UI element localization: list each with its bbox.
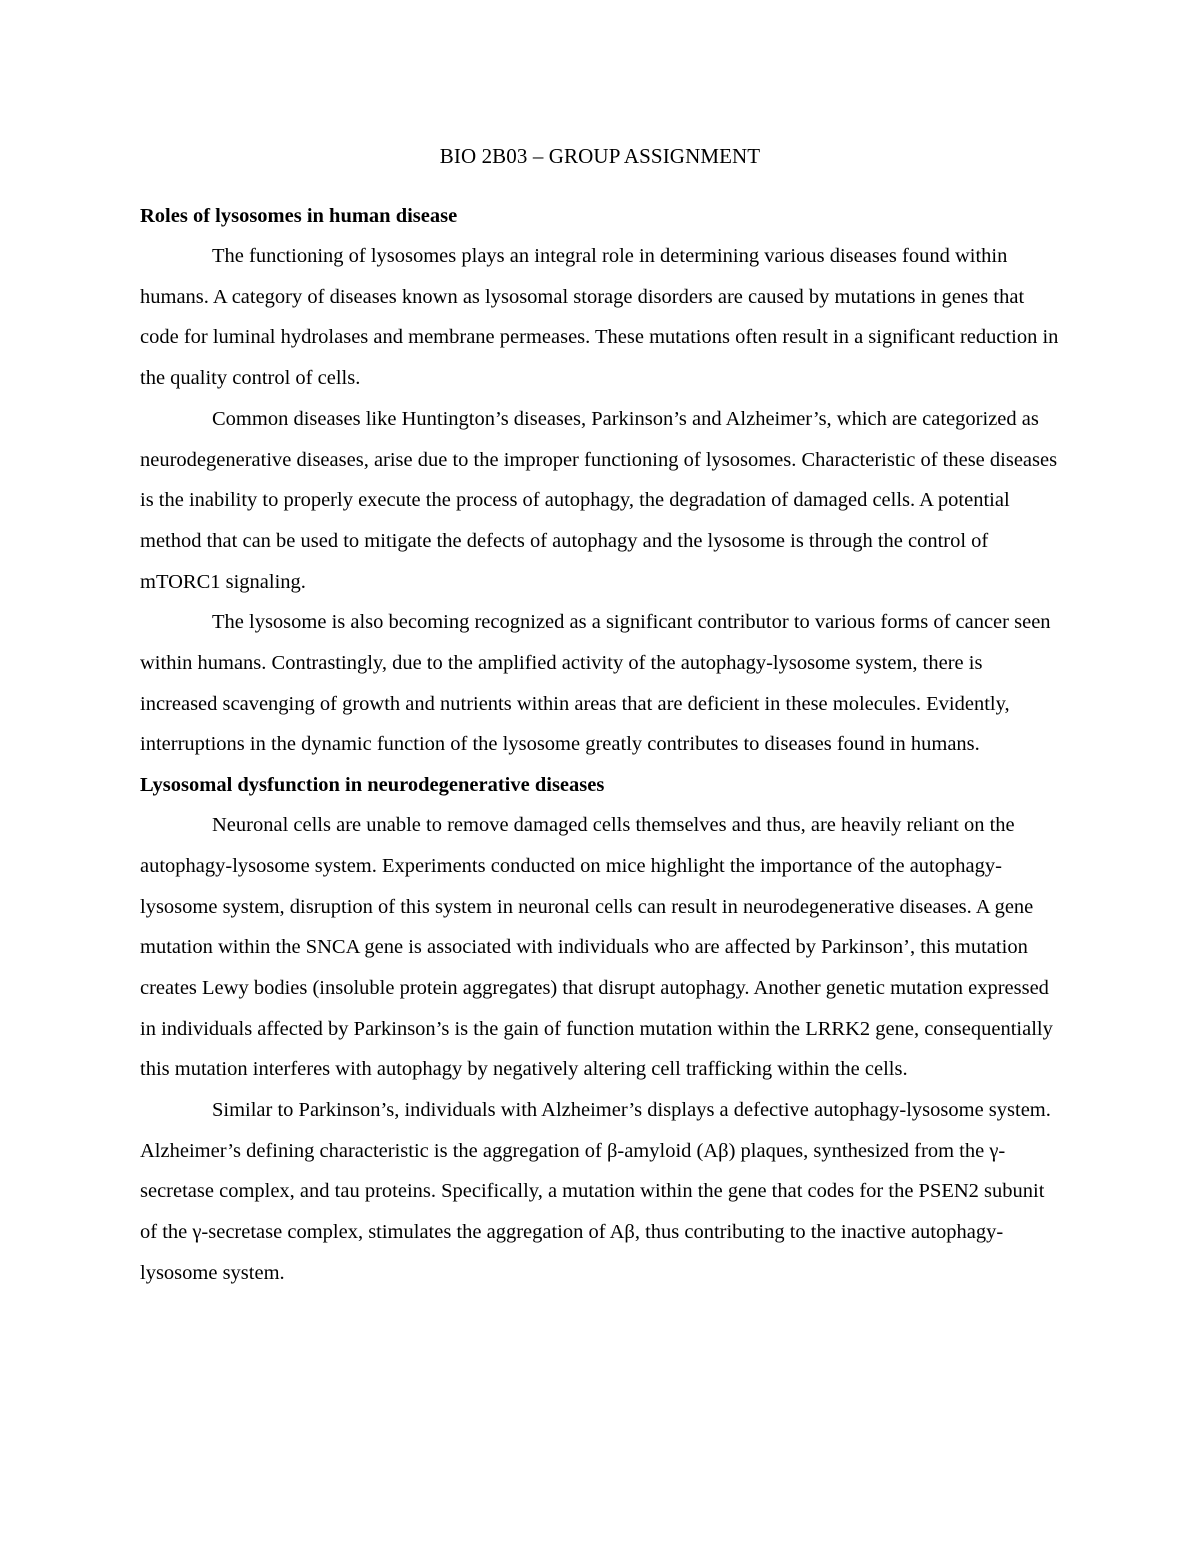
paragraph: The lysosome is also becoming recognized as a significant contributor to various forms of cancer seen within humans. Contrastingly, due to the amplified activity of the autophagy-lysosome system, there is increased scavenging of growth and nutrients within areas that are deficient in these molecules. Evidently, interruptions in the dynamic function of the lysosome greatly contributes to diseases found in humans. [140,611,1051,756]
document-body [140,142,1060,1294]
paragraph: Neuronal cells are unable to remove damaged cells themselves and thus, are heavily reliant on the autophagy-lysosome system. Experiments conducted on mice highlight the importance of the autophagy-lysosome system, disruption of this system in neuronal cells can result in neurodegenerative diseases. A gene mutation within the SNCA gene is associated with individuals who are affected by Parkinson’, this mutation creates Lewy bodies (insoluble protein aggregates) that disrupt autophagy. Another genetic mutation expressed in individuals affected by Parkinson’s is the gain of function mutation within the LRRK2 gene, consequentially this mutation interferes with autophagy by negatively altering cell trafficking within the cells. [140,814,1053,1081]
document-title: BIO 2B03 – GROUP ASSIGNMENT [439,144,761,168]
paragraph: Common diseases like Huntington’s diseases, Parkinson’s and Alzheimer’s, which are categorized as neurodegenerative diseases, arise due to the improper functioning of lysosomes. Characteristic of these diseases is the inability to properly execute the process of autophagy, the degradation of damaged cells. A potential method that can be used to mitigate the defects of autophagy and the lysosome is through the control of mTORC1 signaling. [140,407,1058,593]
paragraph: Similar to Parkinson’s, individuals with Alzheimer’s displays a defective autophagy-lysosome system. Alzheimer’s defining characteristic is the aggregation of β-amyloid (Aβ) plaques, synthesized from the γ-secretase complex, and tau proteins. Specifically, a mutation within the gene that codes for the PSEN2 subunit of the γ-secretase complex, stimulates the aggregation of Aβ, thus contributing to the inactive autophagy-lysosome system. [140,1099,1051,1284]
section-heading-roles-of-lysosomes: Roles of lysosomes in human disease [140,205,458,227]
paragraph: The functioning of lysosomes plays an integral role in determining various diseases found within humans. A category of diseases known as lysosomal storage disorders are caused by mutations in genes that code for luminal hydrolases and membrane permeases. These mutations often result in a significant reduction in the quality control of cells. [140,245,1059,390]
section-heading-lysosomal-dysfunction: Lysosomal dysfunction in neurodegenerative diseases [140,774,605,797]
